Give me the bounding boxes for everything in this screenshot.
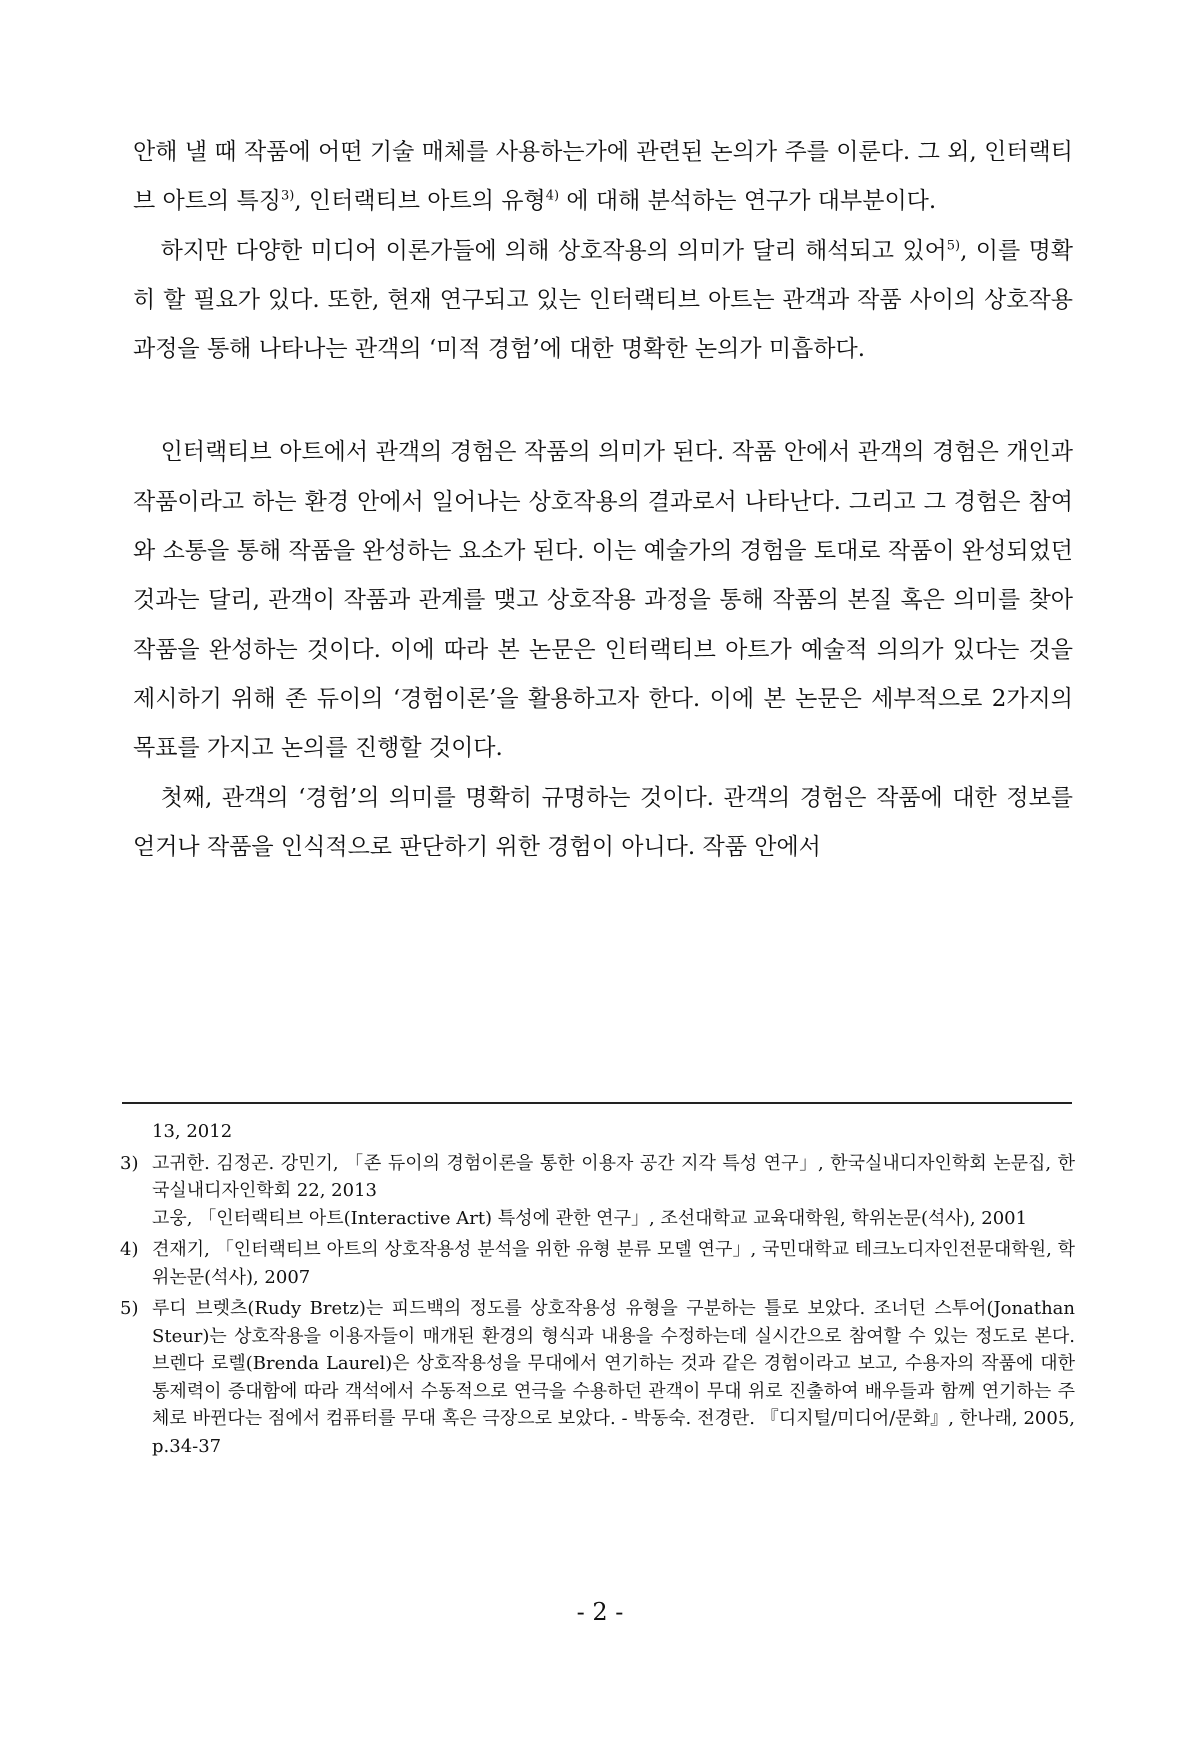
footnote-entry: 고귀한. 김정곤. 강민기, 「존 듀이의 경험이론을 통한 이용자 공간 지각 특성 연구」, 한국실내디자인학회 논문집, 한국실내디자인학회 22, 2013 (152, 1152, 1075, 1201)
paragraph-3: 인터랙티브 아트에서 관객의 경험은 작품의 의미가 된다. 작품 안에서 관객의 경험은 개인과 작품이라고 하는 환경 안에서 일어나는 상호작용의 결과로서 나타난다. 그리고 그 경험은 참여와 소통을 통해 작품을 완성하는 요소가 된다. 이는 예술가의 경험을 토대로 작품이 완성되었던 것과는 달리, 관객이 작품과 관계를 맺고 상호작용 과정을 통해 작품의 본질 혹은 의미를 찾아 작품을 완성하는 것이다. 이에 따라 본 논문은 인터랙티브 아트가 예술적 의의가 있다는 것을 제시하기 위해 존 듀이의 ‘경험이론’을 활용하고자 한다. 이에 본 논문은 세부적으로 2가지의 목표를 가지고 논의를 진행할 것이다. (133, 439, 1073, 762)
footnote-ref-3[interactable]: 3) (280, 188, 295, 204)
footnote-5 (120, 1295, 1075, 1460)
footnote-entry: 견재기, 「인터랙티브 아트의 상호작용성 분석을 위한 유형 분류 모델 연구」, 국민대학교 테크노디자인전문대학원, 학위논문(석사), 2007 (152, 1239, 1075, 1288)
body-text (133, 128, 1073, 872)
footnote-entry: 고웅, 「인터랙티브 아트(Interactive Art) 특성에 관한 연구」, 조선대학교 교육대학원, 학위논문(석사), 2001 (152, 1207, 1028, 1229)
footnote-3 (120, 1150, 1075, 1233)
page-number: - 2 - (576, 1598, 624, 1626)
footnote-ref-4[interactable]: 4) (545, 188, 560, 204)
paragraph-2: 하지만 다양한 미디어 이론가들에 의해 상호작용의 의미가 달리 해석되고 있어$^{5)}$, 이를 명확히 할 필요가 있다. 또한, 현재 연구되고 있는 인터랙티브 아트는 관객과 작품 사이의 상호작용 과정을 통해 나타나는 관객의 ‘미적 경험’에 대한 명확한 논의가 미흡하다. (133, 237, 1073, 363)
paragraph-4: 첫째, 관객의 ‘경험’의 의미를 명확히 규명하는 것이다. 관객의 경험은 작품에 대한 정보를 얻거나 작품을 인식적으로 판단하기 위한 경험이 아니다. 작품 안에서 (133, 784, 1073, 860)
footnote-entry: 루디 브렛츠(Rudy Bretz)는 피드백의 정도를 상호작용성 유형을 구분하는 틀로 보았다. 조너던 스투어(Jonathan Steur)는 상호작용을 이용자들이 매개된 환경의 형식과 내용을 수정하는데 실시간으로 참여할 수 있는 정도로 본다. 브렌다 로렐(Brenda Laurel)은 상호작용성을 무대에서 연기하는 것과 같은 경험이라고 보고, 수용자의 작품에 대한 통제력이 증대함에 따라 객석에서 수동적으로 연극을 수용하던 관객이 무대 위로 진출하여 배우들과 함께 연기하는 주체로 바뀐다는 점에서 컴퓨터를 무대 혹은 극장으로 보았다. - 박동숙. 전경란. 『디지털/미디어/문화』, 한나래, 2005, p.34-37 (152, 1298, 1075, 1457)
footnote-4 (120, 1236, 1075, 1291)
footnote-ref-5[interactable]: 5) (946, 237, 961, 253)
footnotes (120, 1118, 1075, 1460)
footnote-number: 5) (120, 1298, 139, 1319)
footnote-number: 4) (120, 1239, 139, 1260)
footnote-divider (122, 1102, 1072, 1104)
paragraph-gap (133, 374, 1073, 428)
footnote-number: 3) (120, 1152, 139, 1174)
footnote-continuation: 13, 2012 (152, 1121, 233, 1142)
paragraph-1: 안해 낼 때 작품에 어떤 기술 매체를 사용하는가에 관련된 논의가 주를 이룬다. 그 외, 인터랙티브 아트의 특징$^{3)}$, 인터랙티브 아트의 유형$^{4)}$ 에 대해 분석하는 연구가 대부분이다. (133, 139, 1073, 215)
